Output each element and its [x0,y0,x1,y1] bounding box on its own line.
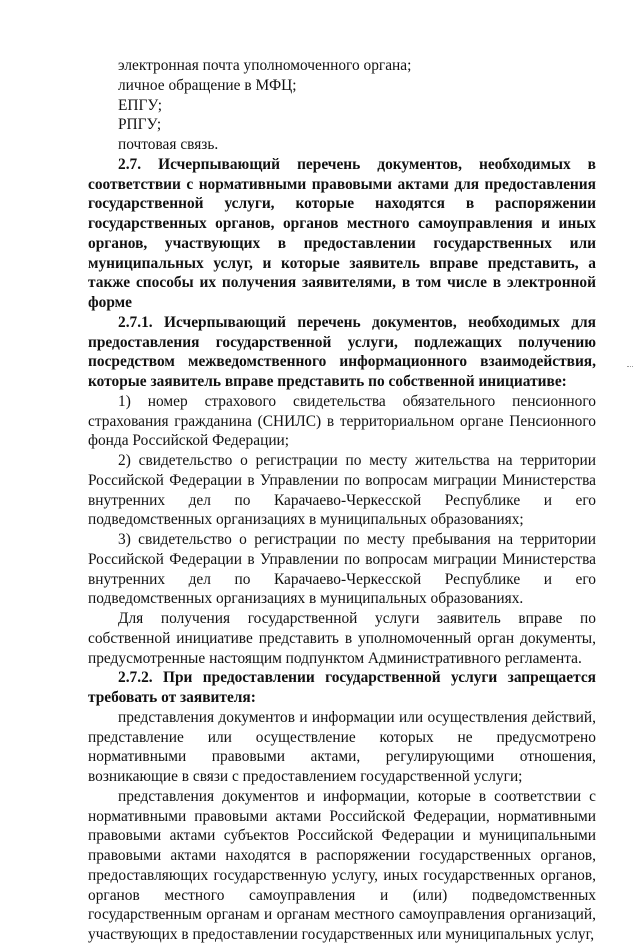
paragraph-prohibition-2: представления документов и информации, которые в соответствии с нормативными правовыми актами Российской Федерации, нормативными правовыми актами субъектов Российской Федерации и муниципальными правовыми актами находятся в распоряжении государственных органов, предоставляющих государственную услугу, иных государственных органов, органов местного самоуправления и (или) подведомственных государственным органам и органам местного самоуправления организаций, участвующих в предоставлении государственных или муниципальных услуг, [88,787,596,943]
list-item-residence-registration: 2) свидетельство о регистрации по месту жительства на территории Российской Федерации в Управлении по вопросам миграции Министерства внутренних дел по Карачаево-Черкесской Республике и его подведомственных организациях в муниципальных образованиях; [88,452,596,529]
scan-artifact-mark [627,366,633,369]
delivery-method-epgu: ЕПГУ; [118,96,162,114]
section-2-7-2-heading: 2.7.2. При предоставлении государственной услуги запрещается требовать от заявителя: [88,669,596,706]
paragraph-prohibition-1: представления документов и информации или осуществления действий, представление или осуществление которых не предусмотрено нормативными правовыми актами, регулирующими отношения, возникающие в связи с предоставлением государственной услуги; [88,708,596,785]
delivery-method-email: электронная почта уполномоченного органа; [118,57,412,74]
delivery-method-rpgu: РПГУ; [118,116,162,134]
section-2-7-1-heading: 2.7.1. Исчерпывающий перечень документов, необходимых для предоставления государственной услуги, подлежащих получению посредством межведомственного информационного взаимодействия, которые заявитель вправе представить по собственной инициативе: [88,313,596,390]
delivery-method-mfc: личное обращение в МФЦ; [118,76,297,94]
paragraph-own-initiative: Для получения государственной услуги заявитель вправе по собственной инициативе представить в уполномоченный орган документы, предусмотренные настоящим подпунктом Административного регламента. [88,610,596,667]
delivery-method-post: почтовая связь. [118,136,219,153]
list-item-snils: 1) номер страхового свидетельства обязательного пенсионного страхования гражданина (СНИЛС) в территориальном органе Пенсионного фонда Российской Федерации; [88,392,596,450]
list-item-stay-registration: 3) свидетельство о регистрации по месту пребывания на территории Российской Федерации в Управлении по вопросам миграции Министерства внутренних дел по Карачаево-Черкесской Республике и его подведомственных организациях в муниципальных образованиях. [88,531,596,608]
document-page [88,56,596,945]
section-2-7-heading: 2.7. Исчерпывающий перечень документов, необходимых в соответствии с нормативными правовыми актами для предоставления государственной услуги, которые находятся в распоряжении государственных органов, органов местного самоуправления и иных органов, участвующих в предоставлении государственных или муниципальных услуг, и которые заявитель вправе представить, а также способы их получения заявителями, в том числе в электронной форме [88,155,596,311]
